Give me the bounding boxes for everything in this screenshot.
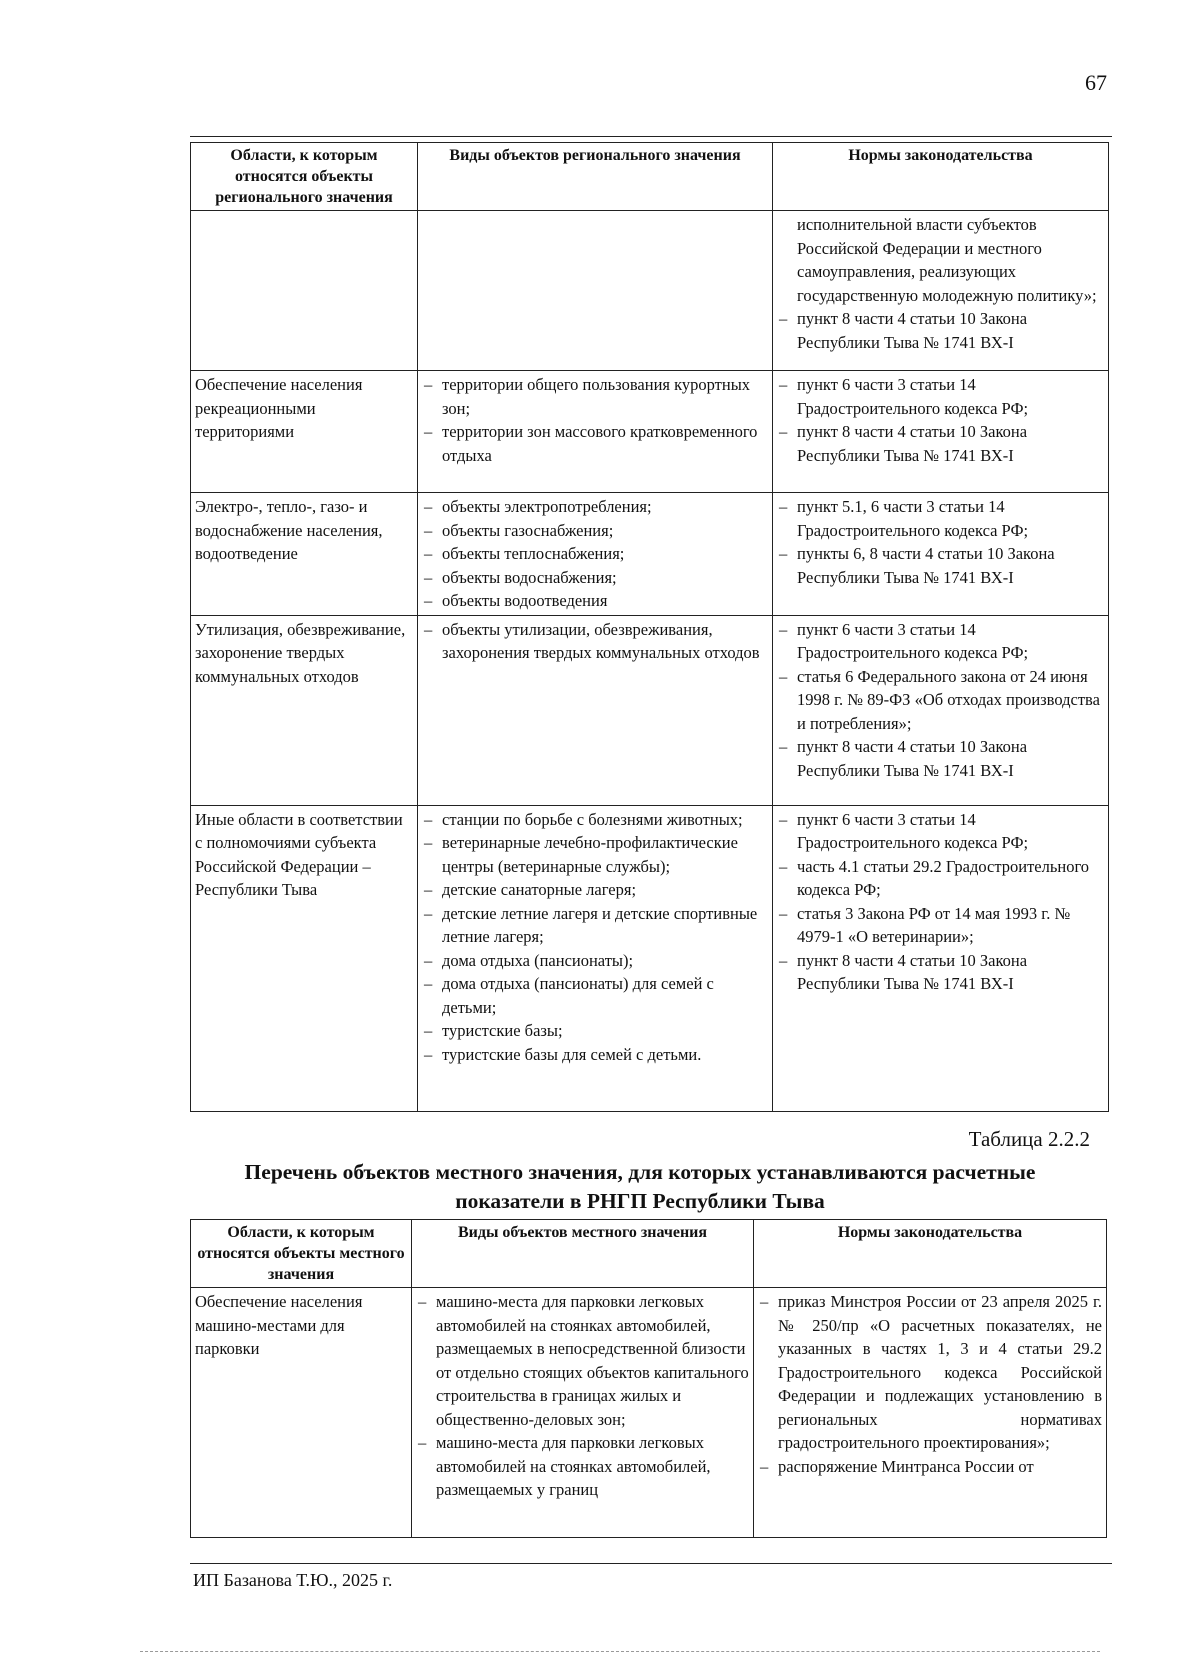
- table-row: [191, 805, 1109, 1111]
- table-row: [191, 615, 1109, 805]
- norm-item: – пункт 5.1, 6 части 3 статьи 14 Градостроительного кодекса РФ;: [779, 497, 1029, 540]
- table-row: [191, 493, 1109, 616]
- object-item: – объекты газоснабжения;: [424, 520, 614, 540]
- area-cell: Утилизация, обезвреживание, захоронение твердых коммунальных отходов: [191, 615, 418, 805]
- objects-cell: [418, 805, 773, 1111]
- norm-item: – статья 6 Федерального закона от 24 июня 1998 г. № 89-ФЗ «Об отходах производства и потребления»;: [779, 666, 1100, 733]
- object-item: – детские летние лагеря и детские спортивные летние лагеря;: [424, 903, 758, 946]
- objects-cell: [412, 1288, 754, 1538]
- object-item: – туристские базы для семей с детьми.: [424, 1044, 702, 1064]
- norm-item: – приказ Минстроя России от 23 апреля 2025 г. № 250/пр «О расчетных показателях, не указанных в частях 1, 3 и 4 статьи 29.2 Градостроительного кодекса Российской Федерации и подлежащих установлению в региональных нормативах градостроительного проектирования»;: [760, 1292, 1102, 1452]
- norm-item: – пункт 6 части 3 статьи 14 Градостроительного кодекса РФ;: [779, 375, 1029, 418]
- norm-continuation: исполнительной власти субъектов Российской Федерации и местного самоуправления, реализующих государственную молодежную политику»;: [797, 215, 1097, 305]
- local-objects-table: [190, 1219, 1107, 1538]
- norm-item: – пункт 6 части 3 статьи 14 Градостроительного кодекса РФ;: [779, 809, 1029, 852]
- norms-cell: [754, 1288, 1107, 1538]
- column-header-objects: Виды объектов регионального значения: [418, 143, 773, 211]
- norm-item: – пункт 8 части 4 статьи 10 Закона Республики Тыва № 1741 ВХ-I: [779, 737, 1028, 780]
- area-cell: [191, 211, 418, 371]
- norm-item: – статья 3 Закона РФ от 14 мая 1993 г. № 4979-1 «О ветеринарии»;: [779, 903, 1071, 946]
- object-item: – объекты водоотведения: [424, 591, 608, 610]
- object-item: – детские санаторные лагеря;: [424, 880, 637, 899]
- footer-text: ИП Базанова Т.Ю., 2025 г.: [193, 1570, 393, 1590]
- object-item: – машино-места для парковки легковых автомобилей на стоянках автомобилей, размещаемых у границ: [418, 1433, 711, 1499]
- table-header-row: [191, 143, 1109, 211]
- norm-item: – пункт 8 части 4 статьи 10 Закона Республики Тыва № 1741 ВХ-I: [779, 309, 1028, 352]
- page-number: 67: [1085, 70, 1107, 95]
- objects-cell: [418, 615, 773, 805]
- object-item: – дома отдыха (пансионаты);: [424, 950, 634, 970]
- norm-item: – пункты 6, 8 части 4 статьи 10 Закона Республики Тыва № 1741 ВХ-I: [779, 544, 1055, 587]
- object-item: – территории общего пользования курортных зон;: [424, 375, 751, 418]
- norm-item: – пункт 6 части 3 статьи 14 Градостроительного кодекса РФ;: [779, 619, 1029, 662]
- norm-item: – пункт 8 части 4 статьи 10 Закона Республики Тыва № 1741 ВХ-I: [779, 950, 1028, 993]
- object-item: – ветеринарные лечебно-профилактические центры (ветеринарные службы);: [424, 833, 738, 876]
- objects-cell: [418, 493, 773, 616]
- norms-cell: [773, 493, 1109, 616]
- norms-cell: [773, 615, 1109, 805]
- objects-cell: [418, 371, 773, 493]
- table-row: [191, 211, 1109, 371]
- column-header-area: Области, к которым относятся объекты регионального значения: [191, 143, 418, 211]
- area-cell: Электро-, тепло-, газо- и водоснабжение населения, водоотведение: [191, 493, 418, 616]
- object-item: – объекты водоснабжения;: [424, 567, 617, 587]
- column-header-area: Области, к которым относятся объекты местного значения: [191, 1220, 412, 1288]
- object-item: – туристские базы;: [424, 1021, 563, 1040]
- object-item: – территории зон массового кратковременного отдыха: [424, 422, 758, 465]
- object-item: – станции по борьбе с болезнями животных;: [424, 809, 743, 829]
- object-item: – объекты электропотребления;: [424, 497, 652, 516]
- table-row: [191, 1288, 1107, 1538]
- column-header-norms: Нормы законодательства: [773, 143, 1109, 211]
- regional-objects-table: [190, 142, 1109, 1112]
- norm-item: – пункт 8 части 4 статьи 10 Закона Республики Тыва № 1741 ВХ-I: [779, 422, 1028, 465]
- table-title: Перечень объектов местного значения, для которых устанавливаются расчетные показатели в РНГП Республики Тыва: [244, 1160, 1036, 1213]
- norms-cell: [773, 371, 1109, 493]
- table-header-row: [191, 1220, 1107, 1288]
- table-caption: Таблица 2.2.2: [968, 1127, 1090, 1151]
- norm-item: – часть 4.1 статьи 29.2 Градостроительного кодекса РФ;: [779, 856, 1090, 899]
- footer-rule: [190, 1563, 1112, 1564]
- area-cell: Иные области в соответствии с полномочиями субъекта Российской Федерации – Республики Тыва: [191, 805, 418, 1111]
- column-header-norms: Нормы законодательства: [754, 1220, 1107, 1288]
- object-item: – дома отдыха (пансионаты) для семей с детьми;: [424, 974, 714, 1017]
- norm-item: – распоряжение Минтранса России от: [760, 1456, 1034, 1476]
- object-item: – машино-места для парковки легковых автомобилей на стоянках автомобилей, размещаемых в непосредственной близости от отдельно стоящих объектов капитального строительства в границах жилых и общественно-деловых зон;: [418, 1292, 749, 1429]
- objects-cell: [418, 211, 773, 371]
- table-row: [191, 371, 1109, 493]
- norms-cell: [773, 805, 1109, 1111]
- area-cell: Обеспечение населения рекреационными территориями: [191, 371, 418, 493]
- object-item: – объекты теплоснабжения;: [424, 544, 625, 563]
- object-item: – объекты утилизации, обезвреживания, захоронения твердых коммунальных отходов: [424, 619, 760, 662]
- column-header-objects: Виды объектов местного значения: [412, 1220, 754, 1288]
- top-rule: [190, 136, 1112, 137]
- scan-artifact-line: [140, 1651, 1100, 1652]
- area-cell: Обеспечение населения машино-местами для парковки: [191, 1288, 412, 1538]
- norms-cell: [773, 211, 1109, 371]
